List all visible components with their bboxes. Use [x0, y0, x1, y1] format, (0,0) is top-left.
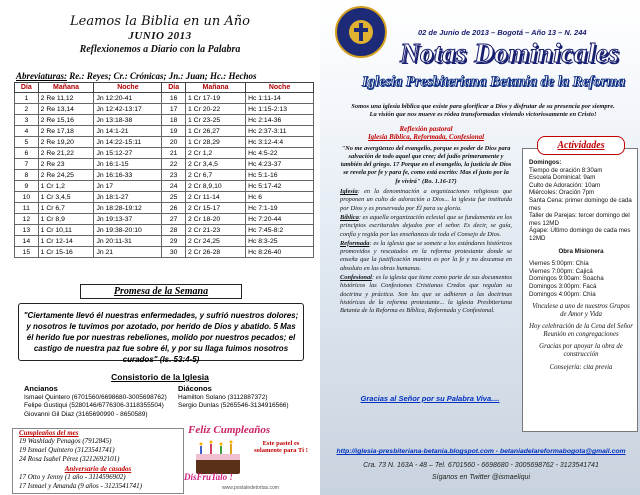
table-cell: 1 Cr 20-22	[186, 104, 246, 115]
table-cell: 11	[15, 203, 39, 214]
vision-note: Vinculese a uno de nuestros Grupos de Amor y Vida	[532, 303, 630, 318]
table-cell: 4	[15, 126, 39, 137]
table-cell: Jn 17	[94, 181, 162, 192]
list-item: Culto de Adoración: 10am	[529, 181, 601, 189]
table-row	[15, 203, 314, 214]
abbreviations	[16, 71, 316, 81]
table-cell: 2 Re 13,14	[38, 104, 94, 115]
birthday-card-sub: DisFruTalo !	[184, 472, 233, 482]
table-cell: Hc 4:23-37	[246, 159, 314, 170]
table-cell: 1 Cr 15-16	[38, 247, 94, 258]
col-header: Mañana	[38, 83, 94, 93]
table-cell: 10	[15, 192, 39, 203]
right-panel	[320, 0, 640, 495]
table-cell: Jn 19:38-20:10	[94, 225, 162, 236]
table-cell: 19	[162, 126, 186, 137]
table-cell: 15	[15, 247, 39, 258]
reading-plan-month: JUNIO 2013	[128, 30, 192, 42]
table-cell: 2 Re 11,12	[38, 93, 94, 104]
table-cell: 14	[15, 236, 39, 247]
list-item: Felipe Gustiqui (5280146/6776306-3118355504)	[24, 402, 164, 409]
table-cell: 1 Cr 6,7	[38, 203, 94, 214]
table-cell: 26	[162, 203, 186, 214]
table-row	[15, 181, 314, 192]
issue-dateline: 02 de Junio de 2013 – Bogotá – Año 13 – N. 244	[418, 28, 587, 37]
table-cell: 2 Cr 11-14	[186, 192, 246, 203]
table-header-row	[15, 83, 314, 93]
birthday-card	[182, 422, 310, 492]
list-item: Hamilton Solano (3112887372)	[178, 393, 268, 401]
list-item: Domingos 3:00pm: Facá	[529, 282, 597, 290]
table-row	[15, 170, 314, 181]
footer-address: Cra. 73 N. 163A - 48 – Tel. 6701560 - 6698680 - 3005698762 - 3123541741	[363, 462, 599, 469]
table-cell: Hc 7:45-8:2	[246, 225, 314, 236]
table-cell: 30	[162, 247, 186, 258]
list-item: Ismael Quintero (6701560/6698680-3005698762)	[24, 393, 167, 401]
promesa-title: Promesa de la Semana	[80, 284, 242, 299]
table-cell: 16	[162, 93, 186, 104]
church-name: Iglesia Presbiteriana Betania de la Reforma	[362, 74, 626, 90]
table-cell: Jn 19:13-37	[94, 214, 162, 225]
table-cell: 5	[15, 137, 39, 148]
table-cell: 2 Re 23	[38, 159, 94, 170]
footer-social: Síganos en Twitter @ismaeliqui	[431, 474, 531, 481]
table-cell: Hc 1:11-14	[246, 93, 314, 104]
list-item: 19 Ismael Quintero (3123541741)	[19, 446, 115, 454]
table-cell: 2 Cr 3,4,5	[186, 159, 246, 170]
footer-links[interactable]: http://iglesia-presbiteriana-betania.blogspot.com - betaniadelareformabogota@gmail.com	[336, 448, 626, 455]
reading-plan-table	[14, 82, 314, 258]
reflection-paragraph	[340, 188, 512, 213]
reading-plan-title: Leamos la Biblia en un Año	[70, 14, 250, 29]
table-cell: 28	[162, 225, 186, 236]
list-item: Viernes 5:00pm: Chía	[529, 260, 589, 268]
table-cell: Hc 2:14-36	[246, 115, 314, 126]
mission-statement: Somos una iglesia bíblica que existe para glorificar a Dios y disfrutar de su presencia por siempre. La visión que nos mueve es ródea transformadas viviendo victoriosamente en Cristo!	[351, 103, 615, 118]
table-cell: 2 Cr 15-17	[186, 203, 246, 214]
table-cell: Hc 6	[246, 192, 314, 203]
anniversaries-title: Aniversario de casados	[64, 465, 132, 473]
abbreviations-label: Abreviaturas:	[16, 71, 68, 81]
table-cell: 22	[162, 159, 186, 170]
vision-note: Hoy celebración de la Cena del Señor Reunión en congregaciones	[529, 323, 633, 338]
church-logo-icon	[335, 6, 387, 58]
reflection-subtitle: Iglesia Bíblica, Reformada, Confesional	[367, 133, 485, 142]
table-cell: 17	[162, 104, 186, 115]
table-row	[15, 159, 314, 170]
list-item: Viernes 7:00pm: Cajicá	[529, 267, 593, 275]
gracias-line: Gracias al Señor por su Palabra Viva....	[360, 394, 500, 403]
table-cell: 2 Cr 18-20	[186, 214, 246, 225]
table-cell: Jn 15:12-27	[94, 148, 162, 159]
table-row	[15, 225, 314, 236]
table-cell: 2 Re 17,18	[38, 126, 94, 137]
table-cell: 1 Cr 8,9	[38, 214, 94, 225]
birthday-card-title: Feliz Cumpleaños	[188, 424, 271, 436]
table-cell: Jn 14:1-21	[94, 126, 162, 137]
ancianos-list	[24, 385, 174, 419]
table-cell: 2 Cr 1,2	[186, 148, 246, 159]
table-row	[15, 214, 314, 225]
table-cell: Jn 20:11-31	[94, 236, 162, 247]
list-item: Miércoles: Oración 7pm	[529, 189, 595, 197]
table-cell: 2 Cr 6,7	[186, 170, 246, 181]
reflection-keyword: Bíblica	[340, 213, 359, 221]
table-cell: Hc 7:1-19	[246, 203, 314, 214]
birthdays-title: Cumpleaños del mes	[19, 429, 79, 437]
table-cell: 21	[162, 148, 186, 159]
table-row	[15, 93, 314, 104]
reflection-quote: "No me avergüenzo del evangelio, porque es poder de Dios para salvación de todo aquel que cree; del judío primeramente y también del griego. 17 Porque en el evangelio, la justicia de Dios se revela por fe y para fe, como está escrito: Mas el justo por la fe vivirá" (Ro. 1.16-17)	[340, 144, 512, 185]
list-item: Ágape: Último domingo de cada mes 12MD	[529, 227, 631, 242]
table-cell: 2	[15, 104, 39, 115]
col-header: Día	[15, 83, 39, 93]
table-cell: 2 Cr 26-28	[186, 247, 246, 258]
table-cell: 29	[162, 236, 186, 247]
table-cell: Hc 8:3-25	[246, 236, 314, 247]
table-cell: 13	[15, 225, 39, 236]
table-cell: 3	[15, 115, 39, 126]
table-cell: Jn 14:22-15:11	[94, 137, 162, 148]
table-cell: 9	[15, 181, 39, 192]
list-item: 19 Washlady Penagos (7912845)	[19, 437, 112, 445]
reflection-text: : es la iglesia que tiene como parte de sus documentos históricos las Confesiones Cristianas Credos que regulan su doctrina y práctica. Son las que se adhieren a las doctrinas históricas de la reforma protestante... la iglesia Presbiteriana Betania de la Reforma es Bíblica, Reformada y Confesional.	[340, 274, 512, 315]
table-cell: Jn 12:20-41	[94, 93, 162, 104]
table-cell: Hc 5:1-16	[246, 170, 314, 181]
list-item: Domingos 4:00pm: Chía	[529, 290, 596, 298]
table-cell: 2 Cr 21-23	[186, 225, 246, 236]
birthdays-box	[12, 428, 184, 494]
table-cell: 1 Cr 26,27	[186, 126, 246, 137]
table-cell: 12	[15, 214, 39, 225]
table-cell: 1 Cr 3,4,5	[38, 192, 94, 203]
col-header: Mañana	[186, 83, 246, 93]
table-cell: 8	[15, 170, 39, 181]
list-item: Sergio Dunlas (5265546-3134916566)	[178, 402, 289, 409]
newsletter-title: Notas Dominicales	[400, 38, 620, 68]
table-row	[15, 126, 314, 137]
promesa-text: "Ciertamente llevó él nuestras enfermedades, y sufrió nuestros dolores; y nosotros le tuvimos por azotado, por herido de Dios y abatido. 5 Mas él herido fue por nuestras rebeliones, molido por nuestros pecados; el castigo de nuestra paz fue sobre él, y por su llaga fuimos nosotros curados" (Is. 53:4-5)	[18, 303, 304, 361]
col-header: Día	[162, 83, 186, 93]
table-row	[15, 104, 314, 115]
list-item: 24 Rosa Isabel Pérez (3212692101)	[19, 455, 120, 463]
reflection-text: : en la denominación a organizaciones religiosas que proponen un culto de adoración a Dios... la iglesia fue instituida por Dios y es preservada por Él para su gloria.	[340, 188, 512, 212]
table-cell: 1 Cr 23-25	[186, 115, 246, 126]
table-cell: 2 Cr 24,25	[186, 236, 246, 247]
col-header: Noche	[94, 83, 162, 93]
table-row	[15, 192, 314, 203]
table-cell: Jn 18:1-27	[94, 192, 162, 203]
table-cell: Jn 16:16-33	[94, 170, 162, 181]
table-cell: Hc 7:20-44	[246, 214, 314, 225]
birthday-card-message: Este pastel es solamente para Ti !	[254, 440, 308, 454]
list-item: Domingos 9:00am: Soacha	[529, 275, 604, 283]
reflection-keyword: Iglesia	[340, 188, 358, 196]
reading-plan-subtitle: Reflexionemos a Diario con la Palabra	[79, 44, 241, 55]
pastoral-reflection	[340, 125, 512, 317]
table-cell: Hc 2:37-3:11	[246, 126, 314, 137]
table-cell: Hc 8:26-40	[246, 247, 314, 258]
reading-plan-body	[15, 93, 314, 258]
reflection-keyword: Confesional	[340, 274, 372, 282]
vision-note: Consejería: cita previa	[549, 363, 613, 371]
table-cell: Jn 16:1-15	[94, 159, 162, 170]
col-header: Noche	[246, 83, 314, 93]
table-row	[15, 236, 314, 247]
table-cell: 20	[162, 137, 186, 148]
table-cell: Jn 12:42-13:17	[94, 104, 162, 115]
table-cell: 25	[162, 192, 186, 203]
birthday-card-web: www.postaledetortas.com	[222, 485, 279, 491]
table-cell: 27	[162, 214, 186, 225]
table-cell: 2 Re 19,20	[38, 137, 94, 148]
activities-box	[522, 140, 638, 432]
list-item: Escuela Dominical: 9am	[529, 174, 596, 182]
table-cell: 2 Re 21,22	[38, 148, 94, 159]
table-cell: Jn 18:28-19:12	[94, 203, 162, 214]
list-item: Tiempo de oración 8:30am	[529, 166, 603, 174]
table-cell: 6	[15, 148, 39, 159]
reflection-title: Reflexión pastoral	[399, 125, 453, 133]
consistorio-title: Consistorio de la Iglesia	[111, 372, 209, 382]
table-cell: Hc 5:17-42	[246, 181, 314, 192]
domingos-label: Domingos:	[529, 159, 562, 166]
table-row	[15, 137, 314, 148]
table-cell: Jn 13:18-38	[94, 115, 162, 126]
diaconos-label: Diáconos	[178, 384, 212, 393]
table-cell: 1 Cr 17-19	[186, 93, 246, 104]
list-item: Giovanni Gil Diaz (3165690990 - 8650589)	[24, 410, 148, 418]
reflection-paragraph	[340, 274, 512, 315]
table-cell: 1 Cr 28,29	[186, 137, 246, 148]
diaconos-list	[178, 385, 318, 411]
table-cell: 2 Re 24,25	[38, 170, 94, 181]
activities-body	[529, 159, 633, 371]
table-cell: 1 Cr 10,11	[38, 225, 94, 236]
table-cell: 7	[15, 159, 39, 170]
list-item: Taller de Parejas: tercer domingo del mes 12MD	[529, 212, 630, 227]
table-cell: 18	[162, 115, 186, 126]
list-item: 17 Otto y Jenny (1 año - 3114596902)	[19, 473, 126, 481]
reflection-paragraph	[340, 240, 512, 273]
reflection-text: : es la iglesia que se somete a los estándares históricos promovidos y rescatados en la reforma protestante donde se enseña que la justificación mantra es por la fe y no descansa en absoluto en las obras humanas.	[340, 239, 512, 272]
table-cell: 2 Re 15,16	[38, 115, 94, 126]
table-row	[15, 247, 314, 258]
reflection-paragraph	[340, 214, 512, 239]
table-cell: 24	[162, 181, 186, 192]
reflection-text: : es aquella organización eclesial que se fundamenta en los principios escriturales dejados por el señor. Es decir, se guía, confía y regida por las enseñanzas de toda el Consejo de Dios.	[340, 213, 512, 238]
table-cell: 1	[15, 93, 39, 104]
table-cell: Jn 21	[94, 247, 162, 258]
table-row	[15, 115, 314, 126]
table-cell: 23	[162, 170, 186, 181]
activities-title: Actividades	[537, 136, 625, 155]
reflection-keyword: Reformada	[340, 239, 370, 247]
obra-title: Obra Misionera	[558, 247, 604, 255]
vision-note: Gracias por apoyar la obra de construcción	[539, 343, 623, 359]
table-row	[15, 148, 314, 159]
table-cell: 1 Cr 1,2	[38, 181, 94, 192]
ancianos-label: Ancianos	[24, 384, 58, 393]
list-item: Santa Cena: primer domingo de cada mes	[529, 196, 632, 212]
table-cell: Hc 1:15-2:13	[246, 104, 314, 115]
table-cell: 1 Cr 12-14	[38, 236, 94, 247]
table-cell: Hc 4:5-22	[246, 148, 314, 159]
table-cell: Hc 3:12-4:4	[246, 137, 314, 148]
abbreviations-text: Re.: Reyes; Cr.: Crónicas; Jn.: Juan; Hc.: Hechos	[67, 71, 257, 81]
list-item: 17 Ismael y Amanda (9 años - 3123541741)	[19, 482, 142, 490]
table-cell: 2 Cr 8,9,10	[186, 181, 246, 192]
